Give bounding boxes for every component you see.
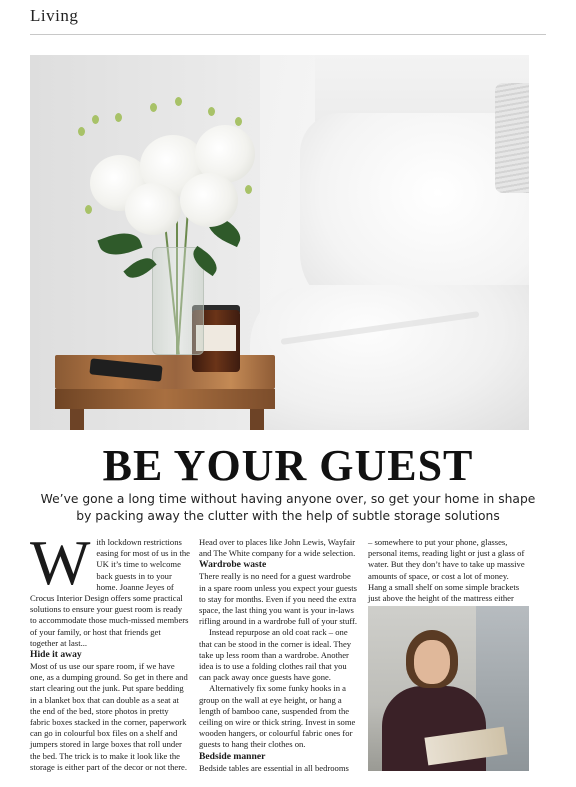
designer-portrait-photo: [368, 606, 529, 771]
subhead-wardrobe-waste: Wardrobe waste: [199, 559, 267, 571]
flower-bud: [115, 113, 122, 122]
flower-bud: [245, 185, 252, 194]
paragraph: Instead repurpose an old coat rack – one that can be stood in the corner is ideal. They take up less room than a wardrobe. Another idea is to use a folding clothes rail that you can pack away once guests have gone.: [199, 627, 352, 683]
paragraph: Most of us use our spare room, if we have one, as a dumping ground. So get in there and start clearing out the junk. Put spare bedding in a blanket box that can double as a seat at the end of the bed, store photos in pretty fabric boxes stacked in the corner, paperwork can go in colourful box files on a shelf and jumpers stored in large boxes that roll under the bed. The trick is to make it look like the storage is either part of the decor or not there.: [30, 661, 188, 772]
intro-paragraph: ith lockdown restrictions easing for most of us in the UK it’s time to welcome back guests in to your home. Joanne Jeyes of Crocus Interior Design offers some practical solutions to ensure your guest room is ready to accommodate those much-missed members of your family, or host that friends get together at last...: [30, 537, 190, 648]
hero-photo: [30, 55, 529, 430]
section-label: Living: [30, 6, 79, 25]
person-face: [414, 640, 450, 684]
hydrangea-flower: [125, 183, 181, 235]
flower-bud: [85, 205, 92, 214]
subhead-hide-it-away: Hide it away: [30, 649, 82, 661]
flower-bud: [150, 103, 157, 112]
paragraph: Alternatively fix some funky hooks in a group on the wall at eye height, or hang a length of bamboo cane, suspended from the ceiling on wire or thick string. Invest in some wooden hangers, or colourful fabric ones for guests to hang their clothes on.: [199, 683, 356, 750]
paragraph: There really is no need for a guest wardrobe in a spare room unless you expect your guests to stay for months. Even if you need the extra space, the last thing you want is your in-laws rifling around in a wardrobe full of your stuff.: [199, 571, 358, 627]
flower-bud: [78, 127, 85, 136]
section-divider: [30, 34, 546, 35]
bedside-table-top: [55, 355, 275, 389]
flower-bud: [92, 115, 99, 124]
hydrangea-flower: [180, 173, 238, 227]
paragraph: Bedside tables are essential in all bedrooms: [199, 762, 349, 773]
drop-cap: W: [30, 527, 91, 598]
table-leg: [70, 409, 84, 430]
headline: BE YOUR GUEST: [102, 441, 474, 490]
paragraph: Head over to places like John Lewis, Wayfair and The White company for a wide selection.: [199, 537, 356, 559]
flower-bud: [175, 97, 182, 106]
standfirst: We’ve gone a long time without having anyone over, so get your home in shape by packing away the clutter with the help of subtle storage solutions: [40, 492, 536, 523]
bedside-table-front: [55, 389, 275, 409]
paragraph: – somewhere to put your phone, glasses, personal items, reading light or just a glass of water. But they don’t have to take up massive amounts of space, or cost a lot of money. Hang a small shelf on some simple brackets just above the height of the mattress either: [368, 537, 525, 604]
flower-bud: [208, 107, 215, 116]
table-leg: [250, 409, 264, 430]
article-column-3: [368, 537, 528, 604]
flower-bud: [235, 117, 242, 126]
subhead-bedside-manner: Bedside manner: [199, 750, 266, 762]
duvet: [250, 285, 529, 430]
article-column-2: [199, 537, 359, 774]
knit-throw: [495, 83, 529, 193]
article-column-1: [30, 527, 190, 773]
